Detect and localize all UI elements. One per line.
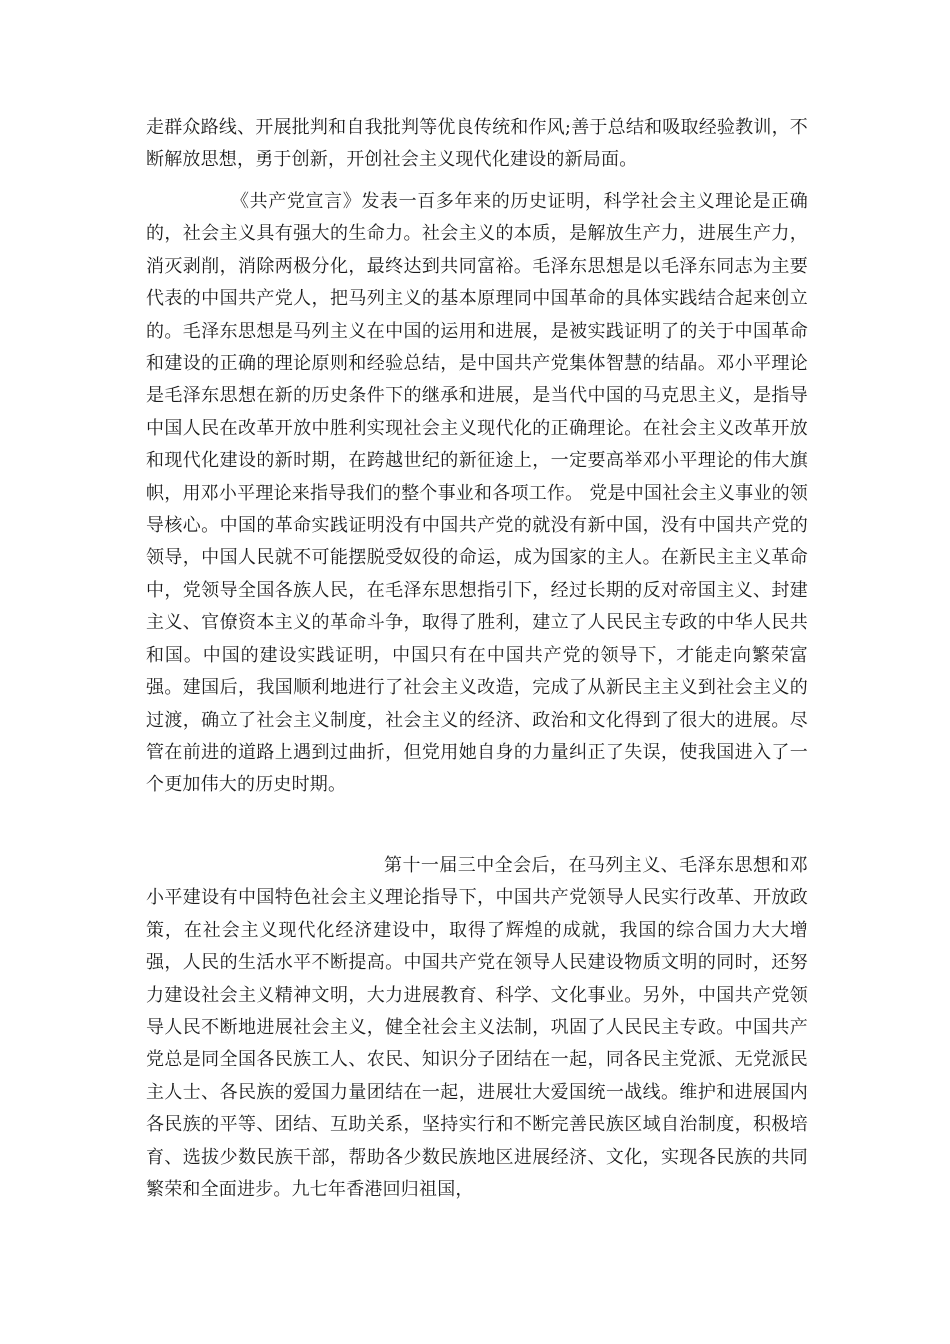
paragraph-block-2 [146,186,808,802]
paragraph-3: 第十一届三中全会后，在马列主义、毛泽东思想和邓小平建设有中国特色社会主义理论指导下，中国共产党领导人民实行改革、开放政策，在社会主义现代化经济建设中，取得了辉煌的成就，我国的综合国力大大增强，人民的生活水平不断提高。中国共产党在领导人民建设物质文明的同时，还努力建设社会主义精神文明，大力进展教育、科学、文化事业。另外，中国共产党领导人民不断地进展社会主义，健全社会主义法制，巩固了人民民主专政。中国共产党总是同全国各民族工人、农民、知识分子团结在一起，同各民主党派、无党派民主人士、各民族的爱国力量团结在一起，进展壮大爱国统一战线。维护和进展国内各民族的平等、团结、互助关系，坚持实行和不断完善民族区域自治制度，积极培育、选拔少数民族干部，帮助各少数民族地区进展经济、文化，实现各民族的共同繁荣和全面进步。九七年香港回归祖国， [146,855,808,1201]
paragraph-1: 走群众路线、开展批判和自我批判等优良传统和作风;善于总结和吸取经验教训，不断解放思想，勇于创新，开创社会主义现代化建设的新局面。 [146,117,808,171]
paragraph-block-3 [146,850,808,1206]
paragraph-block-1 [146,112,808,177]
paragraph-2: 《共产党宣言》发表一百多年来的历史证明，科学社会主义理论是正确的，社会主义具有强大的生命力。社会主义的本质，是解放生产力，进展生产力，消灭剥削，消除两极分化，最终达到共同富裕。毛泽东思想是以毛泽东同志为主要代表的中国共产党人，把马列主义的基本原理同中国革命的具体实践结合起来创立的。毛泽东思想是马列主义在中国的运用和进展，是被实践证明了的关于中国革命和建设的正确的理论原则和经验总结，是中国共产党集体智慧的结晶。邓小平理论是毛泽东思想在新的历史条件下的继承和进展，是当代中国的马克思主义，是指导中国人民在改革开放中胜利实现社会主义现代化的正确理论。在社会主义改革开放和现代化建设的新时期，在跨越世纪的新征途上，一定要高举邓小平理论的伟大旗帜，用邓小平理论来指导我们的整个事业和各项工作。 党是中国社会主义事业的领导核心。中国的革命实践证明没有中国共产党的就没有新中国，没有中国共产党的领导，中国人民就不可能摆脱受奴役的命运，成为国家的主人。在新民主主义革命中，党领导全国各族人民，在毛泽东思想指引下，经过长期的反对帝国主义、封建主义、官僚资本主义的革命斗争，取得了胜利，建立了人民民主专政的中华人民共和国。中国的建设实践证明，中国只有在中国共产党的领导下，才能走向繁荣富强。建国后，我国顺利地进行了社会主义改造，完成了从新民主主义到社会主义的过渡，确立了社会主义制度，社会主义的经济、政治和文化得到了很大的进展。尽管在前进的道路上遇到过曲折，但党用她自身的力量纠正了失误，使我国进入了一个更加伟大的历史时期。 [146,191,808,796]
